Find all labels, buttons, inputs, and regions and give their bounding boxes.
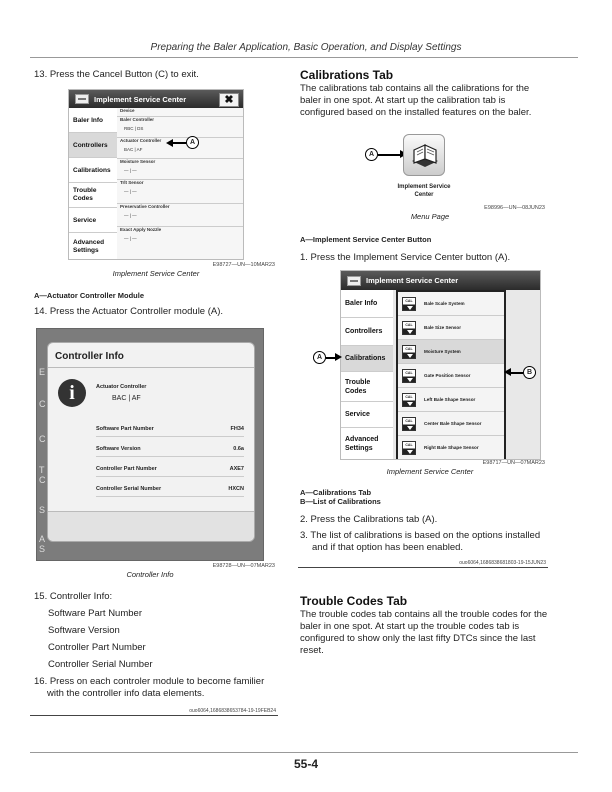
list-header-label: Device <box>120 108 135 113</box>
list-item: Controller Serial Number <box>48 659 153 670</box>
callout-b: B <box>523 366 536 379</box>
list-header-device <box>117 108 243 117</box>
screen-title-bar <box>69 90 243 108</box>
callout-arrowhead <box>166 139 173 147</box>
bg-letter: S <box>39 505 46 515</box>
section-rule <box>298 567 548 568</box>
step-3: 3. The list of calibrations is based on the options installed and if that option has been enabled. <box>300 530 541 553</box>
callout-arrowhead <box>504 368 511 376</box>
calibration-label: Gate Position Sensor <box>424 373 471 378</box>
info-icon: i <box>58 379 86 407</box>
screen-title: Implement Service Center <box>366 276 459 285</box>
list-item-baler-controller[interactable] <box>117 117 243 138</box>
legend-calibrations-tab: A—Calibrations Tab <box>300 488 372 497</box>
bg-letter: A S <box>39 534 46 554</box>
cancel-button[interactable]: ✖ <box>219 93 239 107</box>
bg-letter: C <box>39 434 46 444</box>
cal-icon: CAL <box>402 369 416 383</box>
step-16: 16. Press on each controler module to become familier with the controller info data elements. <box>34 676 265 699</box>
callout-arrowhead <box>335 353 342 361</box>
device-name: Actuator Controller <box>96 384 147 390</box>
page-number: 55-4 <box>293 757 319 771</box>
list-item-title: Baler Controller <box>120 117 155 122</box>
tab-trouble-codes-label: Trouble Codes <box>345 378 371 395</box>
tab-baler-info[interactable]: Baler Info <box>69 108 117 133</box>
step-1: 1. Press the Implement Service Center button (A). <box>300 252 511 263</box>
row-value: 0.6a <box>233 446 244 452</box>
tab-advanced-settings[interactable] <box>341 428 393 460</box>
button-label: Implement Service Center <box>397 184 451 198</box>
calibration-item-bale-scale-system[interactable] <box>398 292 504 316</box>
legend-isc-button: A—Implement Service Center Button <box>300 235 432 244</box>
list-item-preservative-controller[interactable] <box>117 204 243 227</box>
info-row-controller-serial-number <box>96 486 244 497</box>
callout-a: A <box>365 148 378 161</box>
dialog-title: Controller Info <box>55 351 124 362</box>
info-row-controller-part-number <box>96 466 244 477</box>
list-item-title: Trlt Sensor <box>120 180 144 185</box>
calibration-item-moisture-system[interactable] <box>398 340 504 364</box>
info-row-software-part-number <box>96 426 244 437</box>
row-label: Software Part Number <box>96 426 154 432</box>
dialog-divider <box>48 367 254 368</box>
tab-service[interactable]: Service <box>69 208 117 233</box>
figure-code: E98727—UN—10MAR23 <box>212 262 275 268</box>
figure-caption: Controller Info <box>126 570 174 579</box>
list-item-values: — | — <box>124 213 137 218</box>
list-item-values: BAC | AF <box>124 147 143 152</box>
info-row-software-version <box>96 446 244 457</box>
service-manual-icon <box>404 135 446 177</box>
step-13: 13. Press the Cancel Button (C) to exit. <box>34 69 199 80</box>
tab-baler-info[interactable]: Baler Info <box>341 290 393 318</box>
calibration-label: Right Bale Shape Sensor <box>424 445 479 450</box>
tab-calibrations[interactable]: Calibrations <box>341 346 393 372</box>
list-item: Controller Part Number <box>48 642 146 653</box>
dialog-footer <box>48 511 254 541</box>
trouble-codes-paragraph: The trouble codes tab contains all the trouble codes for the baler in one spot. At start up the trouble codes tab is configured to show only the last fifty DTCs since the last reset. <box>300 609 548 656</box>
list-item-title: Moisture Sensor <box>120 159 156 164</box>
tab-controllers[interactable]: Controllers <box>69 133 117 158</box>
list-item-values: — | — <box>124 189 137 194</box>
screen-title: Implement Service Center <box>94 94 187 104</box>
tab-trouble-codes[interactable] <box>341 372 393 402</box>
tab-advanced-settings[interactable] <box>69 233 117 260</box>
figure-code: E98728—UN—07MAR23 <box>212 563 275 569</box>
list-item-values: — | — <box>124 236 137 241</box>
tab-advanced-settings-label: Advanced Settings <box>345 436 379 452</box>
doc-code: ouo6064,1686838653784-19-19FEB24 <box>189 708 276 714</box>
calibration-label: Center Bale Shape Sensor <box>424 421 482 426</box>
step-14: 14. Press the Actuator Controller module (A). <box>34 306 224 317</box>
calibration-label: Bale Scale System <box>424 301 465 306</box>
implement-service-center-screen <box>68 89 244 260</box>
calibrations-paragraph: The calibrations tab contains all the calibrations for the baler in one spot. At start up the calibration tab is configured based on the installed features on the baler. <box>300 83 532 118</box>
calibration-item-right-bale-shape-sensor[interactable] <box>398 436 504 459</box>
list-item-title: Actuator Controller <box>120 138 162 143</box>
figure-code: E98717—UN—07MAR23 <box>482 460 545 466</box>
tab-service[interactable]: Service <box>341 402 393 428</box>
list-item-values: — | — <box>124 168 137 173</box>
cal-icon: CAL <box>402 417 416 431</box>
list-item: Software Version <box>48 625 120 636</box>
implement-icon <box>347 276 361 286</box>
legend-actuator: A—Actuator Controller Module <box>34 291 144 300</box>
tab-trouble-codes[interactable] <box>69 183 117 208</box>
row-label: Controller Serial Number <box>96 486 162 492</box>
legend-list-of-calibrations: B—List of Calibrations <box>300 497 381 506</box>
calibration-label: Moisture System <box>424 349 461 354</box>
list-item-title: Exact Apply Nozzle <box>120 227 162 232</box>
device-values: BAC | AF <box>112 395 141 402</box>
callout-arrow-line <box>378 154 402 156</box>
implement-service-center-button[interactable] <box>403 134 445 176</box>
list-item-tilt-sensor[interactable] <box>117 180 243 204</box>
tab-controllers[interactable]: Controllers <box>341 318 393 346</box>
cal-icon: CAL <box>402 393 416 407</box>
calibration-item-bale-size-sensor[interactable] <box>398 316 504 340</box>
cal-icon: CAL <box>402 441 416 455</box>
running-header: Preparing the Baler Application, Basic Operation, and Display Settings <box>150 42 462 53</box>
calibration-item-gate-position-sensor[interactable] <box>398 364 504 388</box>
row-value: FH34 <box>230 426 244 432</box>
callout-arrow-line <box>172 142 186 144</box>
row-value: AXE7 <box>229 466 244 472</box>
cal-icon: CAL <box>402 297 416 311</box>
list-item-values: RBC | DS <box>124 126 144 131</box>
footer-rule <box>30 752 578 753</box>
tab-calibrations[interactable]: Calibrations <box>69 158 117 183</box>
calibration-list <box>396 290 506 460</box>
bg-letter: T C <box>39 465 46 485</box>
controller-info-screen <box>36 328 264 561</box>
figure-caption: Implement Service Center <box>112 269 200 278</box>
bg-letter: C <box>39 399 46 409</box>
figure-code: E98996—UN—08JUN23 <box>484 205 545 211</box>
bg-letter: E <box>39 367 46 377</box>
callout-a: A <box>186 136 199 149</box>
step-15: 15. Controller Info: <box>34 591 113 602</box>
row-value: HXCN <box>228 486 244 492</box>
calibrations-screen <box>340 270 541 460</box>
cal-icon: CAL <box>402 345 416 359</box>
row-label: Software Version <box>96 446 141 452</box>
heading-trouble-codes-tab: Trouble Codes Tab <box>300 594 408 608</box>
doc-code: ouo6064,1686838681803-19-15JUN23 <box>459 560 546 566</box>
calibration-item-center-bale-shape-sensor[interactable] <box>398 412 504 436</box>
controller-info-dialog <box>47 342 255 542</box>
tab-trouble-codes-label: Trouble Codes <box>73 187 97 202</box>
callout-arrow-line <box>510 372 523 374</box>
calibration-item-left-bale-shape-sensor[interactable] <box>398 388 504 412</box>
list-item: Software Part Number <box>48 608 142 619</box>
figure-caption: Implement Service Center <box>386 467 474 476</box>
tab-advanced-settings-label: Advanced Settings <box>73 238 105 254</box>
calibration-label: Bale Size Sensor <box>424 325 462 330</box>
calibration-label: Left Bale Shape Sensor <box>424 397 476 402</box>
cal-icon: CAL <box>402 321 416 335</box>
step-2: 2. Press the Calibrations tab (A). <box>300 514 438 525</box>
header-rule <box>30 57 578 58</box>
figure-caption: Menu Page <box>410 212 450 221</box>
list-item-moisture-sensor[interactable] <box>117 159 243 180</box>
callout-a: A <box>313 351 326 364</box>
list-item-exact-apply-nozzle[interactable] <box>117 227 243 260</box>
screen-title-bar <box>341 271 540 290</box>
row-label: Controller Part Number <box>96 466 157 472</box>
heading-calibrations-tab: Calibrations Tab <box>300 68 394 82</box>
section-rule <box>30 715 278 716</box>
implement-icon <box>75 94 89 104</box>
list-item-title: Preservative Controller <box>120 204 170 209</box>
